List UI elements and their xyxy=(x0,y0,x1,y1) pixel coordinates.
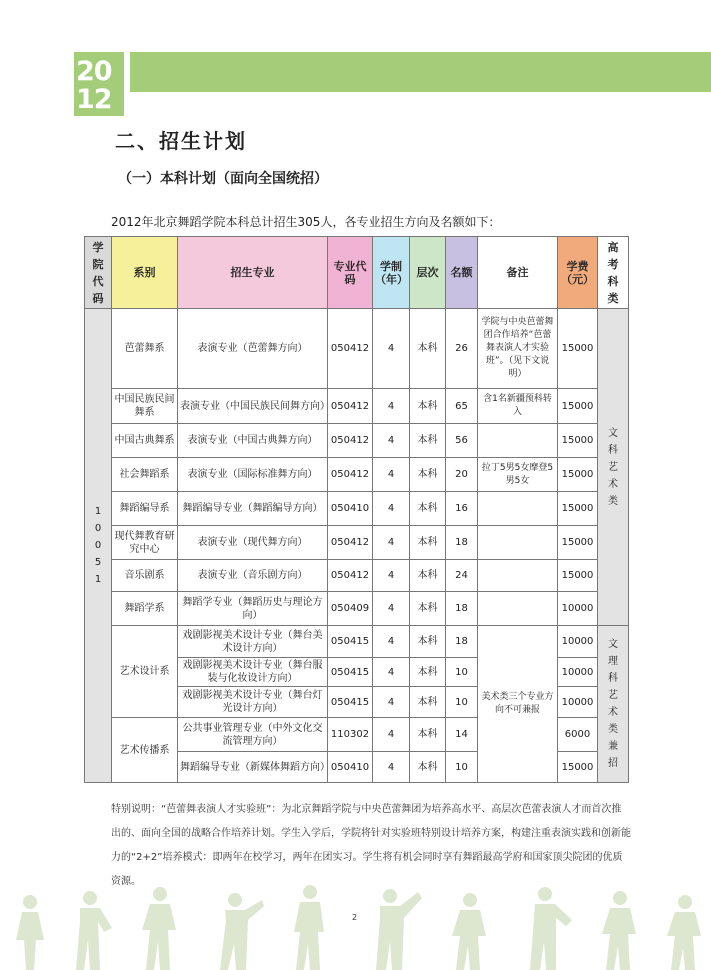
level-cell: 本科 xyxy=(410,458,446,492)
major-cell: 表演专业（国际标准舞方向） xyxy=(178,458,328,492)
dept-cell: 芭蕾舞系 xyxy=(112,309,178,389)
subject-cell-both: 文理科艺术类兼招 xyxy=(598,626,629,783)
code-cell: 050409 xyxy=(328,592,373,626)
quota-cell: 10 xyxy=(446,752,478,783)
years-cell: 4 xyxy=(373,592,410,626)
code-cell: 050410 xyxy=(328,492,373,526)
fee-cell: 15000 xyxy=(558,752,598,783)
special-note-text: 特别说明：“芭蕾舞表演人才实验班”：为北京舞蹈学院与中央芭蕾舞团为培养高水平、高层次芭蕾表演人才而首次推出的、面向全国的战略合作培养计划。学生入学后，学院将针对实验班特别设计培养方案，构建注重表演实践和创新能力的“2+2”培养模式：即两年在校学习，两年在团实习。学生将有机会同时享有舞蹈最高学府和国家顶尖院团的优质资源。 xyxy=(111,804,631,887)
table-row xyxy=(85,389,629,424)
level-cell: 本科 xyxy=(410,389,446,424)
level-cell: 本科 xyxy=(410,560,446,592)
code-cell: 050412 xyxy=(328,424,373,458)
code-cell: 050412 xyxy=(328,309,373,389)
dept-cell: 舞蹈学系 xyxy=(112,592,178,626)
years-cell: 4 xyxy=(373,526,410,560)
major-cell: 舞蹈编导专业（舞蹈编导方向） xyxy=(178,492,328,526)
years-cell: 4 xyxy=(373,560,410,592)
fee-cell: 15000 xyxy=(558,458,598,492)
dept-cell: 中国古典舞系 xyxy=(112,424,178,458)
subsection-title: （一）本科计划（面向全国统招） xyxy=(118,171,328,187)
years-cell: 4 xyxy=(373,658,410,687)
dept-cell: 舞蹈编导系 xyxy=(112,492,178,526)
intro-text: 2012年北京舞蹈学院本科总计招生305人，各专业招生方向及名额如下： xyxy=(111,215,501,229)
quota-cell: 26 xyxy=(446,309,478,389)
code-cell: 110302 xyxy=(328,718,373,752)
years-cell: 4 xyxy=(373,389,410,424)
quota-cell: 18 xyxy=(446,526,478,560)
header-major-code: 专业代码 xyxy=(328,237,373,309)
header-level: 层次 xyxy=(410,237,446,309)
quota-cell: 24 xyxy=(446,560,478,592)
section-title: 二、招生计划 xyxy=(115,129,247,153)
years-cell: 4 xyxy=(373,458,410,492)
major-cell: 表演专业（芭蕾舞方向） xyxy=(178,309,328,389)
fee-cell: 15000 xyxy=(558,560,598,592)
code-cell: 050412 xyxy=(328,458,373,492)
code-cell: 050412 xyxy=(328,389,373,424)
header-years: 学制（年） xyxy=(373,237,410,309)
fee-cell: 15000 xyxy=(558,389,598,424)
major-cell: 戏剧影视美术设计专业（舞台灯光设计方向） xyxy=(178,687,328,718)
header-department: 系别 xyxy=(112,237,178,309)
table-row xyxy=(85,492,629,526)
table-row xyxy=(85,424,629,458)
code-cell: 050415 xyxy=(328,658,373,687)
table-row xyxy=(85,626,629,658)
college-code-cell: 10051 xyxy=(85,309,112,783)
major-cell: 表演专业（现代舞方向） xyxy=(178,526,328,560)
quota-cell: 10 xyxy=(446,658,478,687)
year-top: 20 xyxy=(76,56,112,87)
dept-cell: 中国民族民间舞系 xyxy=(112,389,178,424)
level-cell: 本科 xyxy=(410,718,446,752)
year-badge xyxy=(74,52,124,116)
table-row xyxy=(85,458,629,492)
header-quota: 名额 xyxy=(446,237,478,309)
note-cell-merged: 美术类三个专业方向不可兼报 xyxy=(478,626,558,783)
level-cell: 本科 xyxy=(410,592,446,626)
enrollment-table xyxy=(84,236,629,783)
code-cell: 050415 xyxy=(328,626,373,658)
header-major: 招生专业 xyxy=(178,237,328,309)
quota-cell: 16 xyxy=(446,492,478,526)
major-cell: 戏剧影视美术设计专业（舞台服装与化妆设计方向） xyxy=(178,658,328,687)
header-note: 备注 xyxy=(478,237,558,309)
fee-cell: 6000 xyxy=(558,718,598,752)
quota-cell: 65 xyxy=(446,389,478,424)
major-cell: 舞蹈编导专业（新媒体舞蹈方向） xyxy=(178,752,328,783)
years-cell: 4 xyxy=(373,492,410,526)
note-cell xyxy=(478,526,558,560)
level-cell: 本科 xyxy=(410,658,446,687)
fee-cell: 10000 xyxy=(558,658,598,687)
dept-cell: 艺术传播系 xyxy=(112,718,178,783)
years-cell: 4 xyxy=(373,687,410,718)
fee-cell: 15000 xyxy=(558,526,598,560)
level-cell: 本科 xyxy=(410,687,446,718)
quota-cell: 14 xyxy=(446,718,478,752)
table-header-row xyxy=(85,237,629,309)
header-fee: 学费（元） xyxy=(558,237,598,309)
note-cell: 含1名新疆预科转入 xyxy=(478,389,558,424)
major-cell: 表演专业（中国民族民间舞方向） xyxy=(178,389,328,424)
years-cell: 4 xyxy=(373,309,410,389)
quota-cell: 56 xyxy=(446,424,478,458)
fee-cell: 15000 xyxy=(558,492,598,526)
subject-cell-arts: 文科艺术类 xyxy=(598,309,629,626)
years-cell: 4 xyxy=(373,424,410,458)
code-cell: 050412 xyxy=(328,526,373,560)
fee-cell: 15000 xyxy=(558,309,598,389)
fee-cell: 10000 xyxy=(558,687,598,718)
major-cell: 表演专业（中国古典舞方向） xyxy=(178,424,328,458)
years-cell: 4 xyxy=(373,718,410,752)
level-cell: 本科 xyxy=(410,492,446,526)
note-cell: 拉丁5男5女摩登5男5女 xyxy=(478,458,558,492)
note-cell xyxy=(478,592,558,626)
dept-cell: 社会舞蹈系 xyxy=(112,458,178,492)
note-cell xyxy=(478,560,558,592)
code-cell: 050412 xyxy=(328,560,373,592)
page-number: 2 xyxy=(352,913,358,922)
major-cell: 戏剧影视美术设计专业（舞台美术设计方向） xyxy=(178,626,328,658)
note-cell xyxy=(478,492,558,526)
major-cell: 公共事业管理专业（中外文化交流管理方向） xyxy=(178,718,328,752)
note-cell: 学院与中央芭蕾舞团合作培养“芭蕾舞表演人才实验班”。（见下文说明） xyxy=(478,309,558,389)
years-cell: 4 xyxy=(373,752,410,783)
dept-cell: 现代舞教育研究中心 xyxy=(112,526,178,560)
header-college-code: 学院代码 xyxy=(85,237,112,309)
level-cell: 本科 xyxy=(410,752,446,783)
dept-cell: 艺术设计系 xyxy=(112,626,178,718)
note-cell xyxy=(478,424,558,458)
level-cell: 本科 xyxy=(410,526,446,560)
quota-cell: 18 xyxy=(446,626,478,658)
table-row xyxy=(85,560,629,592)
level-cell: 本科 xyxy=(410,626,446,658)
level-cell: 本科 xyxy=(410,424,446,458)
code-cell: 050415 xyxy=(328,687,373,718)
header-band xyxy=(130,52,711,92)
fee-cell: 10000 xyxy=(558,592,598,626)
years-cell: 4 xyxy=(373,626,410,658)
major-cell: 表演专业（音乐剧方向） xyxy=(178,560,328,592)
year-bottom: 12 xyxy=(76,84,112,115)
quota-cell: 10 xyxy=(446,687,478,718)
fee-cell: 10000 xyxy=(558,626,598,658)
table-row xyxy=(85,526,629,560)
header-subject: 高考科类 xyxy=(598,237,629,309)
code-cell: 050410 xyxy=(328,752,373,783)
quota-cell: 18 xyxy=(446,592,478,626)
fee-cell: 15000 xyxy=(558,424,598,458)
major-cell: 舞蹈学专业（舞蹈历史与理论方向） xyxy=(178,592,328,626)
dept-cell: 音乐剧系 xyxy=(112,560,178,592)
table-row xyxy=(85,592,629,626)
quota-cell: 20 xyxy=(446,458,478,492)
table-row xyxy=(85,309,629,389)
level-cell: 本科 xyxy=(410,309,446,389)
